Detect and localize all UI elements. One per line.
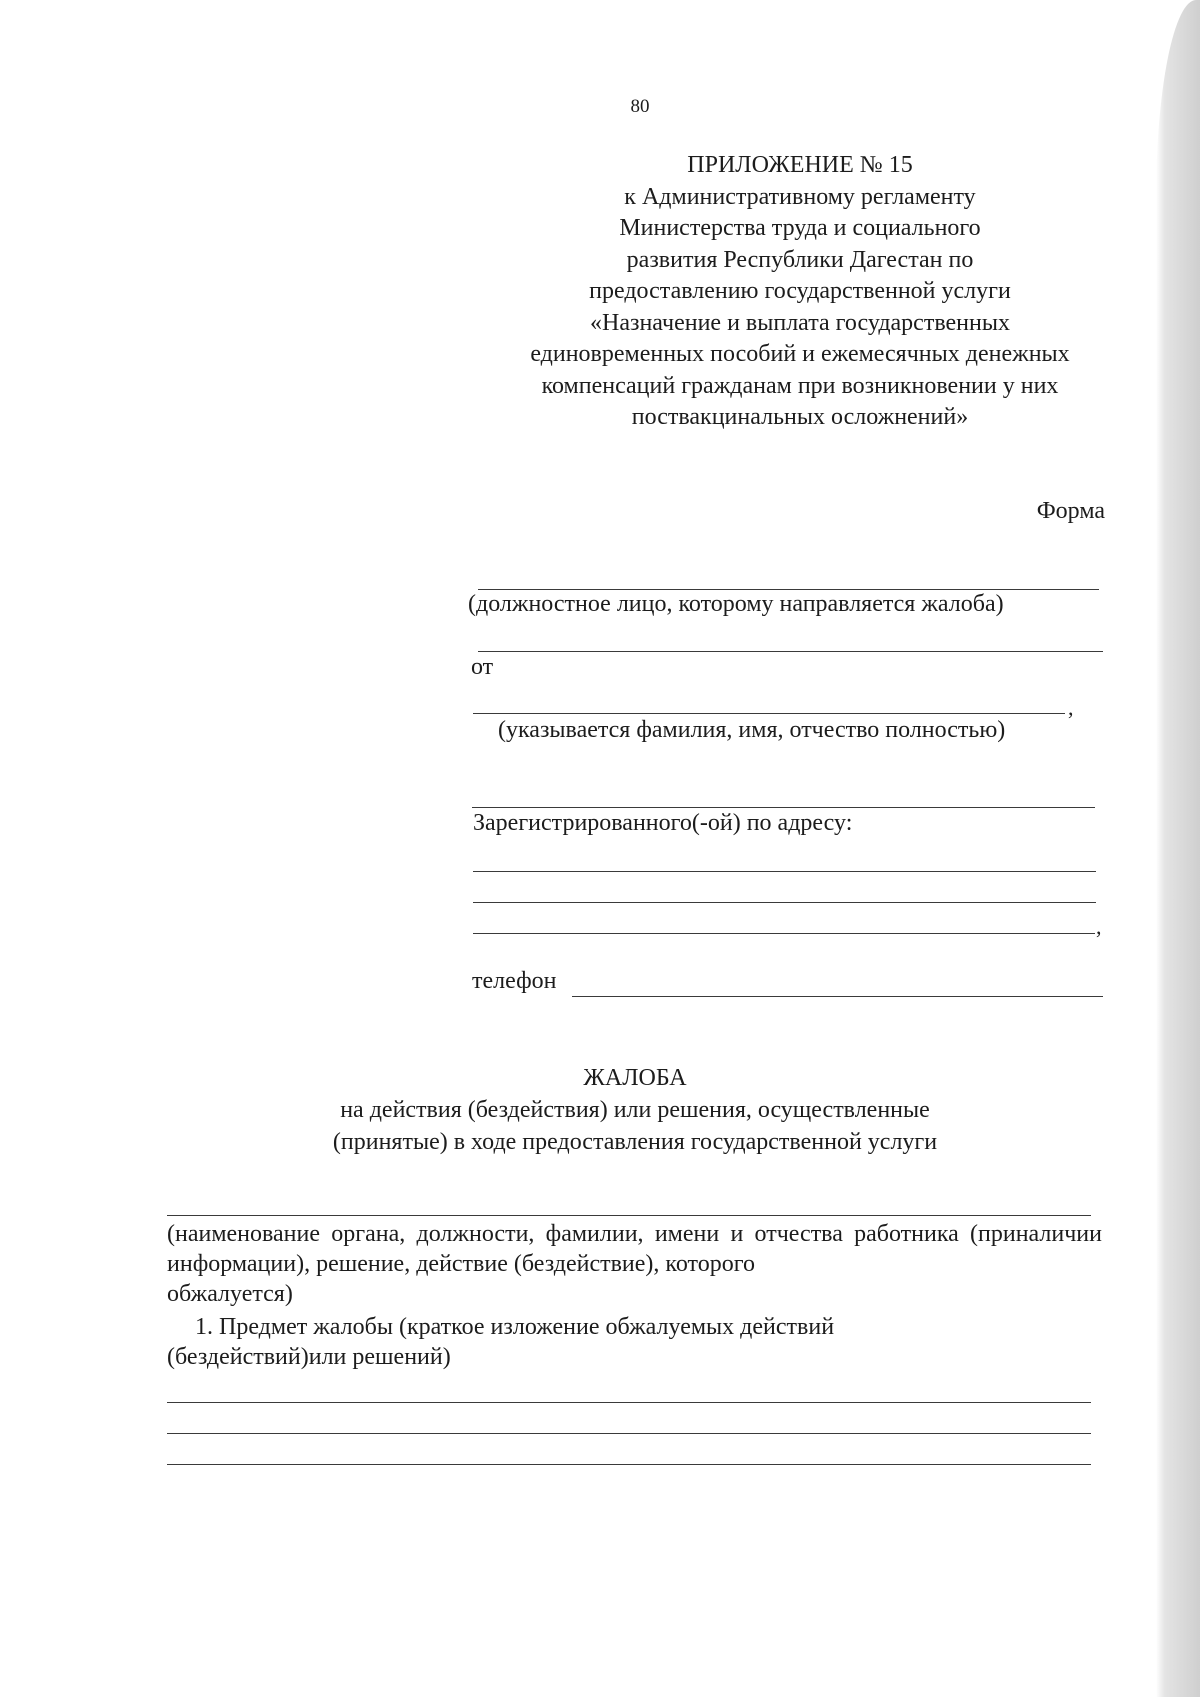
subject-line-2[interactable] — [167, 1433, 1091, 1434]
fio-comma: , — [1068, 695, 1074, 720]
form-label: Форма — [1036, 498, 1105, 524]
complaint-subtitle-line: на действия (бездействия) или решения, осуществленные — [340, 1097, 930, 1123]
appendix-header — [470, 150, 1130, 434]
complaint-heading — [160, 1062, 1110, 1158]
item-1-last: (бездействий)или решений) — [167, 1344, 451, 1370]
official-name-line[interactable] — [478, 589, 1099, 590]
appendix-line: компенсаций гражданам при возникновении у них — [541, 372, 1059, 399]
appendix-line: поствакцинальных осложнений» — [631, 404, 969, 430]
complaint-item-1 — [167, 1312, 1102, 1372]
organ-caption — [167, 1219, 1102, 1309]
subject-line-1[interactable] — [167, 1402, 1091, 1403]
address-line-3[interactable] — [473, 933, 1095, 934]
organ-caption-text: (наименование органа, должности, фамилии, имени и отчества работника (приналичии информации), решение, действие (бездействие), которого — [167, 1221, 1102, 1277]
appendix-line: к Административному регламенту — [624, 183, 976, 210]
address-line-1[interactable] — [473, 871, 1096, 872]
appendix-line: «Назначение и выплата государственных — [590, 309, 1010, 336]
official-caption: (должностное лицо, которому направляется жалоба) — [468, 591, 1004, 617]
fio-line[interactable] — [473, 713, 1065, 714]
appendix-title: ПРИЛОЖЕНИЕ № 15 — [687, 152, 913, 178]
page-edge-shadow — [1156, 0, 1200, 1697]
fio-line-2[interactable] — [472, 807, 1095, 808]
from-label: от — [471, 654, 494, 680]
address-label: Зарегистрированного(-ой) по адресу: — [473, 810, 853, 836]
appendix-line: Министерства труда и социального — [619, 215, 981, 241]
page-number: 80 — [630, 96, 650, 117]
phone-label: телефон — [472, 968, 557, 994]
organ-caption-last: обжалуется) — [167, 1281, 293, 1307]
organ-line[interactable] — [167, 1215, 1091, 1216]
complaint-subtitle-line: (принятые) в ходе предоставления государственной услуги — [332, 1129, 938, 1155]
phone-line[interactable] — [572, 996, 1103, 997]
complaint-title: ЖАЛОБА — [583, 1065, 687, 1091]
official-name-line-2[interactable] — [478, 651, 1103, 652]
appendix-line: развития Республики Дагестан по — [626, 246, 974, 273]
appendix-line: предоставлению государственной услуги — [589, 278, 1011, 304]
subject-line-3[interactable] — [167, 1464, 1091, 1465]
item-1-text: 1. Предмет жалобы (краткое изложение обжалуемых действий — [195, 1314, 835, 1340]
address-line-2[interactable] — [473, 902, 1096, 903]
fio-caption: (указывается фамилия, имя, отчество полностью) — [498, 717, 1006, 743]
address-comma: , — [1096, 914, 1102, 939]
appendix-line: единовременных пособий и ежемесячных денежных — [530, 341, 1070, 367]
